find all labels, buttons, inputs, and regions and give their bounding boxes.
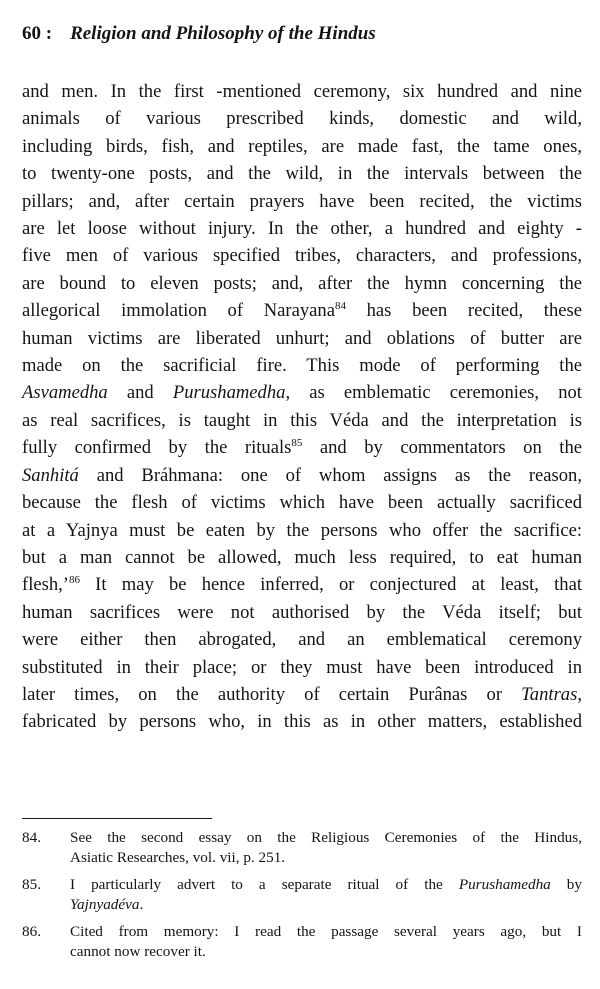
body-line: are let loose without injury. In the other, a hundred and eighty -: [22, 218, 582, 240]
footnotes: [22, 828, 582, 969]
footnote-text: Yajnyadéva.: [70, 896, 144, 913]
body-line: animals of various prescribed kinds, domestic and wild,: [22, 108, 582, 130]
body-line: human sacrifices were not authorised by the Véda itself; but: [22, 601, 582, 623]
page-header: [22, 20, 582, 48]
footnote-ref: 85: [291, 437, 303, 450]
body-line: at a Yajnya must be eaten by the persons who offer the sacrifice:: [22, 519, 582, 541]
body-text: [22, 78, 582, 736]
footnote-text: See the second essay on the Religious Ceremonies of the Hindus,: [70, 829, 582, 846]
body-line: substituted in their place; or they must have been introduced in: [22, 656, 582, 678]
footnote-text: Cited from memory: I read the passage several years ago, but I: [70, 923, 582, 940]
footnote-number: 84.: [22, 829, 41, 846]
footnote-ref: 84: [334, 300, 346, 313]
body-line: as real sacrifices, is taught in this Véda and the interpretation is: [22, 409, 582, 431]
footnote-text: I particularly advert to a separate ritual of the Purushamedha by: [70, 876, 582, 893]
body-line: and men. In the first -mentioned ceremony, six hundred and nine: [22, 81, 582, 102]
footnote-number: 85.: [22, 876, 41, 893]
footnote-86: [22, 922, 582, 962]
body-line: Asvamedha and Purushamedha, as emblematic ceremonies, not: [22, 382, 582, 404]
footnote-divider: [22, 818, 212, 819]
body-line: are bound to eleven posts; and, after the hymn concerning the: [22, 272, 582, 294]
body-line: made on the sacrificial fire. This mode of performing the: [22, 355, 582, 377]
body-line: fabricated by persons who, in this as in other matters, established: [22, 711, 582, 733]
body-line: fully confirmed by the rituals$^{85}$ and by commentators on the: [22, 437, 582, 459]
body-line: because the flesh of victims which have been actually sacrificed: [22, 492, 582, 514]
body-line: pillars; and, after certain prayers have been recited, the victims: [22, 190, 582, 212]
body-line: human victims are liberated unhurt; and oblations of butter are: [22, 327, 582, 349]
footnote-text: cannot now recover it.: [70, 943, 206, 960]
body-line: were either then abrogated, and an emblematical ceremony: [22, 629, 582, 651]
footnote-85: [22, 875, 582, 915]
body-line: Sanhitá and Bráhmana: one of whom assigns as the reason,: [22, 464, 582, 486]
footnote-number: 86.: [22, 923, 41, 940]
running-title: Religion and Philosophy of the Hindus: [70, 23, 376, 44]
body-line: including birds, fish, and reptiles, are made fast, the tame ones,: [22, 135, 582, 157]
body-line: allegorical immolation of Narayana$^{84}$ has been recited, these: [22, 300, 582, 322]
footnote-84: [22, 828, 582, 868]
body-line: to twenty-one posts, and the wild, in the intervals between the: [22, 163, 582, 185]
footnote-ref: 86: [68, 574, 80, 587]
page-number: 60 :: [22, 23, 53, 44]
footnote-text: Asiatic Researches, vol. vii, p. 251.: [70, 849, 286, 866]
body-line: flesh,’$^{86}$ It may be hence inferred, or conjectured at least, that: [22, 574, 582, 596]
body-line: later times, on the authority of certain Purânas or Tantras,: [22, 683, 582, 705]
body-line: five men of various specified tribes, characters, and professions,: [22, 245, 582, 267]
body-line: but a man cannot be allowed, much less required, to eat human: [22, 546, 582, 568]
